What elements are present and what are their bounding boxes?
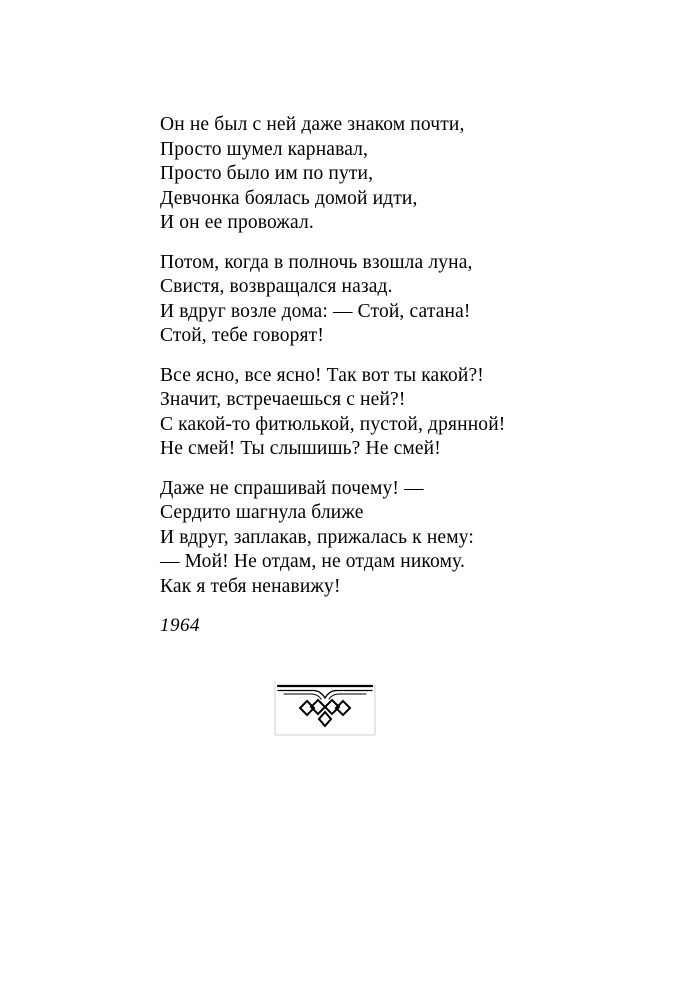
stanza-2 [160,251,640,349]
poem-line: Все ясно, все ясно! Так вот ты какой?! [160,364,484,386]
poem-line: Значит, встречаешься с ней?! [160,389,406,410]
stanza-3 [160,364,640,462]
poem-line: Просто было им по пути, [160,163,374,184]
poem-line: Сердито шагнула ближе [160,502,364,523]
poem-line: С какой-то фитюлькой, пустой, дрянной! [160,413,506,435]
poem-line: И он ее провожал. [160,212,314,233]
poem-line: Свистя, возвращался назад. [160,276,393,297]
poem-line: И вдруг возле дома: — Стой, сатана! [160,300,471,322]
stanza-1 [160,113,640,236]
poem-date: 1964 [160,615,200,636]
poem-line: — Мой! Не отдам, не отдам никому. [160,551,466,572]
poem-line: Он не был с ней даже знаком почти, [160,114,465,135]
poem-line: Потом, когда в полночь взошла луна, [160,251,473,273]
poem-line: Как я тебя ненавижу! [160,575,341,597]
poem-line: Не смей! Ты слышишь? Не смей! [160,438,441,459]
poem-line: И вдруг, заплакав, прижалась к нему: [160,526,474,548]
stanza-4 [160,477,640,600]
decorative-knot-ornament-icon [274,681,376,736]
poem-line: Просто шумел карнавал, [160,138,369,160]
poem-line: Стой, тебе говорят! [160,325,324,346]
poem-line: Девчонка боялась домой идти, [160,187,418,209]
poem [160,113,640,638]
poem-line: Даже не спрашивай почему! — [160,477,424,499]
